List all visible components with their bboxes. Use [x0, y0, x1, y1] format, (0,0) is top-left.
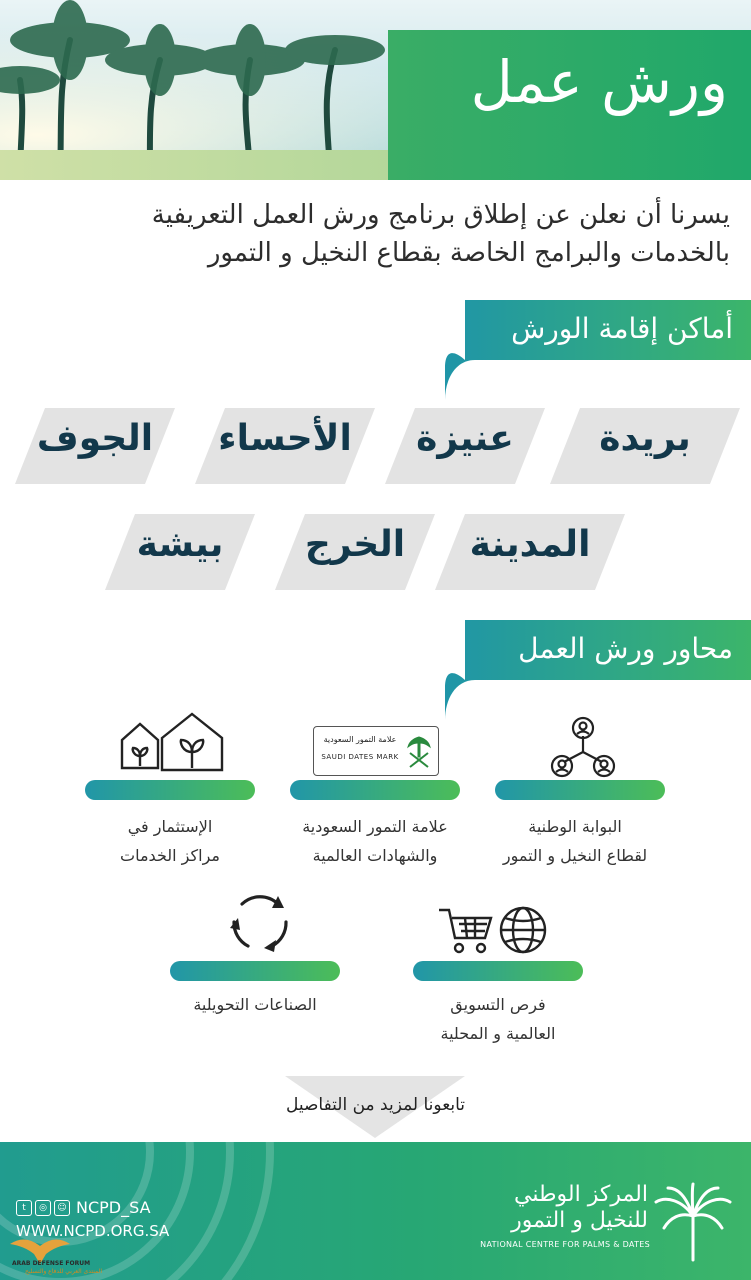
recycle-arrows-icon [228, 890, 292, 954]
footer [0, 1142, 751, 1280]
axis-caption-marketing: فرص التسويق العالمية و المحلية [440, 995, 556, 1043]
saudi-dates-mark-logo: علامة التمور السعودية SAUDI DATES MARK [313, 726, 439, 776]
page-title: ورش عمل [470, 48, 728, 116]
axis-bar-portal [495, 780, 665, 800]
snapchat-icon[interactable]: ☺ [54, 1200, 70, 1216]
axis-bar-investment [85, 780, 255, 800]
locations-banner [445, 300, 751, 400]
axis-caption-portal: البوابة الوطنية لقطاع النخيل و التمور [502, 817, 648, 865]
instagram-icon[interactable]: ◎ [35, 1200, 51, 1216]
axis-bar-dates-mark [290, 780, 460, 800]
axis-bar-marketing [413, 961, 583, 981]
cart-globe-icon [437, 904, 549, 956]
org-name-arabic: المركز الوطني للنخيل و التمور [511, 1182, 648, 1233]
intro-text [20, 196, 730, 272]
watermark-name: ARAB DEFENSE FORUM [12, 1260, 91, 1267]
axis-caption-industries: الصناعات التحويلية [193, 995, 317, 1014]
axis-caption-investment: الإستثمار في مراكز الخدمات [120, 817, 220, 865]
city-unaizah: عنيزة [385, 408, 545, 484]
watermark-arabic: المنتدى العربي للدفاع والتسليح [25, 1268, 102, 1275]
ncpd-palm-logo-icon [652, 1182, 734, 1264]
greenhouse-icon [118, 710, 224, 774]
axis-bar-industries [170, 961, 340, 981]
social-handle[interactable]: NCPD_SA [76, 1198, 151, 1217]
social-icons [16, 1200, 70, 1216]
palm-swords-icon [406, 733, 432, 769]
network-users-icon [548, 716, 618, 780]
city-al-kharj: الخرج [275, 514, 435, 590]
axes-banner [445, 620, 751, 720]
city-bisha: بيشة [105, 514, 255, 590]
twitter-icon[interactable]: t [16, 1200, 32, 1216]
city-madinah: المدينة [435, 514, 625, 590]
axis-caption-dates-mark: علامة التمور السعودية والشهادات العالمية [302, 817, 448, 865]
city-al-ahsa: الأحساء [195, 408, 375, 484]
axes-heading: محاور ورش العمل [518, 632, 733, 665]
follow-text: تابعونا لمزيد من التفاصيل [285, 1095, 466, 1115]
intro-line-1: يسرنا أن نعلن عن إطلاق برنامج ورش العمل التعريفية [151, 200, 730, 230]
intro-line-2: بالخدمات والبرامج الخاصة بقطاع النخيل و التمور [207, 238, 730, 268]
website-link[interactable]: WWW.NCPD.ORG.SA [16, 1222, 170, 1240]
locations-heading: أماكن إقامة الورش [511, 312, 733, 345]
org-name-english: NATIONAL CENTRE FOR PALMS & DATES [480, 1240, 650, 1249]
city-buraydah: بريدة [550, 408, 740, 484]
city-al-jawf: الجوف [15, 408, 175, 484]
